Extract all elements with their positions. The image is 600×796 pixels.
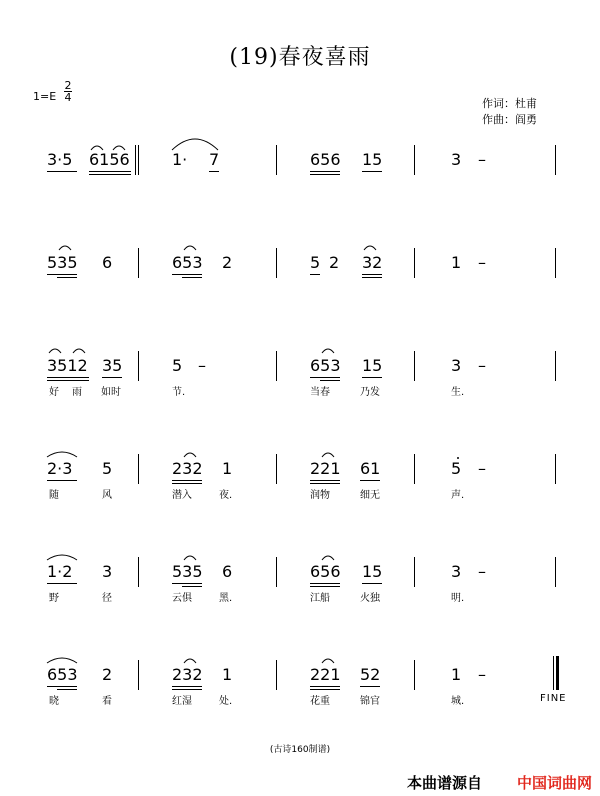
note: 35: [102, 356, 123, 375]
lyric: 节.: [172, 387, 186, 398]
lyric: 径: [102, 593, 112, 604]
lyric: 细无: [360, 490, 380, 501]
note: 1: [222, 459, 233, 478]
time-signature: [63, 80, 73, 103]
note: 6: [222, 562, 233, 581]
note: 15: [362, 356, 383, 375]
lyric: 如时: [101, 387, 121, 398]
lyric: 看: [102, 696, 112, 707]
note: 2: [222, 253, 233, 272]
note: 1: [222, 665, 233, 684]
note: –: [478, 150, 486, 169]
time-signature-top: 2: [64, 79, 72, 92]
composer-credit: 作曲：阎勇: [482, 113, 537, 126]
lyric: 花重: [310, 696, 330, 707]
note: 3: [451, 356, 462, 375]
note: 15: [362, 562, 383, 581]
lyric: 夜.: [219, 490, 233, 501]
note: 3·5: [47, 150, 73, 169]
note: 7: [209, 150, 220, 169]
lyric: 锦官: [360, 696, 380, 707]
note: 3: [102, 562, 113, 581]
lyric: 声.: [451, 490, 465, 501]
footer-site-link[interactable]: 中国词曲网: [516, 774, 592, 792]
source-note: (古诗160制谱): [269, 745, 331, 755]
note: –: [478, 356, 486, 375]
note: 2: [329, 253, 340, 272]
lyric: 风: [102, 490, 112, 501]
lyric: 润物: [310, 490, 330, 501]
lyric: 生.: [451, 387, 465, 398]
note: 61: [360, 459, 381, 478]
footer-source-label: 本曲谱源自: [406, 774, 482, 792]
lyric: 红湿: [172, 696, 192, 707]
note: 535: [172, 562, 203, 581]
note: 653: [310, 356, 341, 375]
key-label: 1=E: [33, 90, 57, 103]
note: –: [478, 459, 486, 478]
note: 3: [451, 562, 462, 581]
note: 653: [172, 253, 203, 272]
note: 3512: [47, 356, 88, 375]
note: 3: [451, 150, 462, 169]
note: 2·3: [47, 459, 73, 478]
note: 1: [451, 253, 462, 272]
lyric: 城.: [451, 696, 465, 707]
lyricist-credit: 作词：杜甫: [482, 97, 537, 110]
lyric: 黑.: [219, 593, 233, 604]
lyric: 云俱: [172, 593, 192, 604]
note: –: [478, 562, 486, 581]
note: 1: [451, 665, 462, 684]
note: 32: [362, 253, 383, 272]
note: 232: [172, 665, 203, 684]
note: –: [198, 356, 206, 375]
note: 656: [310, 150, 341, 169]
lyric: 雨: [72, 387, 82, 398]
note: 15: [362, 150, 383, 169]
lyric: 火独: [360, 593, 380, 604]
note: 656: [310, 562, 341, 581]
lyric: 乃发: [360, 387, 380, 398]
note: 5: [102, 459, 113, 478]
note: 653: [47, 665, 78, 684]
fine-marker: FINE: [540, 693, 567, 704]
note: –: [478, 665, 486, 684]
lyric: 野: [49, 593, 59, 604]
lyric: 潜入: [172, 490, 192, 501]
lyric: 处.: [219, 696, 233, 707]
lyric: 江船: [310, 593, 330, 604]
note: 221: [310, 665, 341, 684]
final-barline-thick: [556, 656, 559, 690]
note: 5: [310, 253, 321, 272]
note: 6156: [89, 150, 130, 169]
time-signature-bottom: 4: [64, 91, 72, 104]
note: 1·: [172, 150, 188, 169]
note: 2: [102, 665, 113, 684]
note: 232: [172, 459, 203, 478]
note: 5: [172, 356, 183, 375]
note: 221: [310, 459, 341, 478]
note: 535: [47, 253, 78, 272]
note: 6: [102, 253, 113, 272]
note: 5: [451, 459, 462, 478]
note: 52: [360, 665, 381, 684]
note: –: [478, 253, 486, 272]
lyric: 随: [49, 490, 59, 501]
lyric: 当春: [310, 387, 330, 398]
page-title: (19)春夜喜雨: [229, 45, 371, 70]
note: 1·2: [47, 562, 73, 581]
lyric: 明.: [451, 593, 465, 604]
credits: [482, 96, 537, 128]
lyric: 好: [49, 387, 59, 398]
final-barline-thin: [553, 656, 554, 690]
lyric: 晓: [49, 696, 59, 707]
